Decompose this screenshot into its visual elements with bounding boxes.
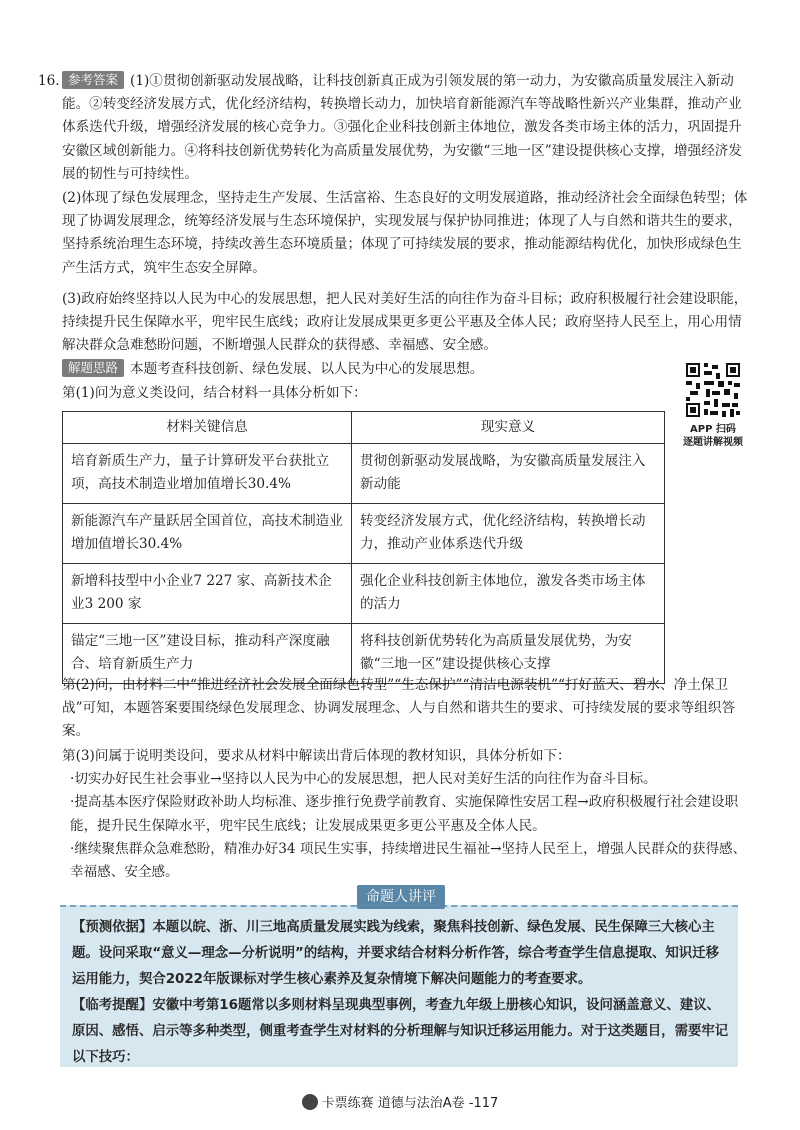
answer-part-1 [62, 70, 748, 186]
table-cell: 培育新质生产力，量子计算研发平台获批立项，高技术制造业增加值增长30.4% [63, 444, 352, 504]
table-row [63, 504, 665, 564]
review-title: 命题人讲评 [357, 885, 445, 909]
table-cell: 将科技创新优势转化为高质量发展优势，为安徽“三地一区”建设提供核心支撑 [352, 624, 665, 684]
analysis-table [62, 411, 665, 684]
review-basis [72, 915, 732, 993]
answer-badge: 参考答案 [62, 71, 124, 89]
answer-part-1-text: (1)①贯彻创新驱动发展战略，让科技创新真正成为引领发展的第一动力，为安徽高质量发展注入新动能。②转变经济发展方式，优化经济结构，转换增长动力，加快培育新能源汽车等战略性新兴产业集群，推动产业体系迭代升级，增强经济发展的核心竞争力。③强化企业科技创新主体地位，激发各类市场主体的活力，巩固提升安徽区域创新能力。④将科技创新优势转化为高质量发展优势，为安徽“三地一区”建设提供核心支撑，增强经济发展的韧性与可持续性。 [62, 73, 742, 182]
review-basis-text: 本题以皖、浙、川三地高质量发展实践为线索，聚焦科技创新、绿色发展、民生保障三大核心主题。设问采取“意义—理念—分析说明”的结构，并要求结合材料分析作答，综合考查学生信息提取、知识迁移运用能力，契合2022年版课标对学生核心素养及复杂情境下解决问题能力的考查要求。 [72, 920, 719, 987]
table-cell: 新能源汽车产量跃居全国首位，高技术制造业增加值增长30.4% [63, 504, 352, 564]
solution-intro [62, 358, 662, 381]
q3-intro: 第(3)问属于说明类设问，要求从材料中解读出背后体现的教材知识，具体分析如下： [62, 748, 571, 764]
qr-caption-line-2: 逐题讲解视频 [683, 437, 743, 448]
solution-intro-text: 本题考查科技创新、绿色发展、以人民为中心的发展思想。 [130, 361, 484, 377]
answer-part-2: (2)体现了绿色发展理念，坚持走生产发展、生活富裕、生态良好的文明发展道路，推动经济社会全面绿色转型；体现了协调发展理念，统筹经济发展与生态环境保护，实现发展与保护协同推进；体现了人与自然和谐共生的要求，坚持系统治理生态环境，持续改善生态环境质量；体现了可持续发展的要求，推动能源结构优化，加快形成绿色生产生活方式，筑牢生态安全屏障。 [62, 190, 748, 276]
answer-part-3: (3)政府始终坚持以人民为中心的发展思想，把人民对美好生活的向往作为奋斗目标；政府积极履行社会建设职能，持续提升民生保障水平，兜牢民生底线；政府让发展成果更多更公平惠及全体人民；政府坚持人民至上，用心用情解决群众急难愁盼问题，不断增强人民群众的获得感、幸福感、安全感。 [62, 291, 748, 354]
q3-analysis [62, 745, 748, 884]
table-cell: 锚定“三地一区”建设目标，推动科产深度融合、培育新质生产力 [63, 624, 352, 684]
page-footer [0, 1092, 800, 1111]
table-cell: 强化企业科技创新主体地位，激发各类市场主体的活力 [352, 564, 665, 624]
q3-bullet: ·切实办好民生社会事业→坚持以人民为中心的发展思想，把人民对美好生活的向往作为奋斗目标。 [70, 771, 657, 788]
q2-analysis: 第(2)问，由材料二中“推进经济社会发展全面绿色转型”“生态保护”“清洁电源装机”“打好蓝天、碧水、净土保卫战”可知，本题答案要围绕绿色发展理念、协调发展理念、人与自然和谐共生的要求、可持续发展的要求等组织答案。 [62, 677, 736, 740]
review-tip-label: 【临考提醒】 [72, 998, 153, 1013]
table-header-row [63, 412, 665, 444]
question-number: 16. [38, 73, 60, 89]
table-row [63, 564, 665, 624]
table-cell: 转变经济发展方式，优化经济结构，转换增长动力，推动产业体系迭代升级 [352, 504, 665, 564]
solution-badge: 解题思路 [62, 359, 124, 377]
review-basis-label: 【预测依据】 [72, 920, 153, 935]
qr-code-icon[interactable] [684, 361, 742, 419]
review-tip [72, 993, 732, 1071]
q1-intro: 第(1)问为意义类设问，结合材料一具体分析如下： [62, 385, 367, 401]
table-cell: 新增科技型中小企业7 227 家、高新技术企业3 200 家 [63, 564, 352, 624]
q3-bullet: ·提高基本医疗保险财政补助人均标准、逐步推行免费学前教育、实施保障性安居工程→政府积极履行社会建设职能，提升民生保障水平，兜牢民生底线；让发展成果更多更公平惠及全体人民。 [70, 794, 739, 834]
qr-caption-line-1: APP 扫码 [690, 424, 736, 435]
qr-caption [670, 423, 756, 449]
table-cell: 贯彻创新驱动发展战略，为安徽高质量发展注入新动能 [352, 444, 665, 504]
footer-text: 卡票练赛 道德与法治A卷 -117 [321, 1096, 499, 1111]
q3-bullet: ·继续聚焦群众急难愁盼，精准办好34 项民生实事，持续增进民生福祉→坚持人民至上，增强人民群众的获得感、幸福感、安全感。 [70, 840, 747, 881]
review-tip-text: 安徽中考第16题常以多则材料呈现典型事例，考查九年级上册核心知识，设问涵盖意义、建议、原因、感悟、启示等多种类型，侧重考查学生对材料的分析理解与知识迁移运用能力。对于这类题目，需要牢记以下技巧： [72, 998, 729, 1065]
table-row [63, 444, 665, 504]
table-header: 现实意义 [352, 412, 665, 444]
brand-logo-icon [302, 1094, 318, 1110]
review-text [72, 915, 732, 1071]
table-header: 材料关键信息 [63, 412, 352, 444]
